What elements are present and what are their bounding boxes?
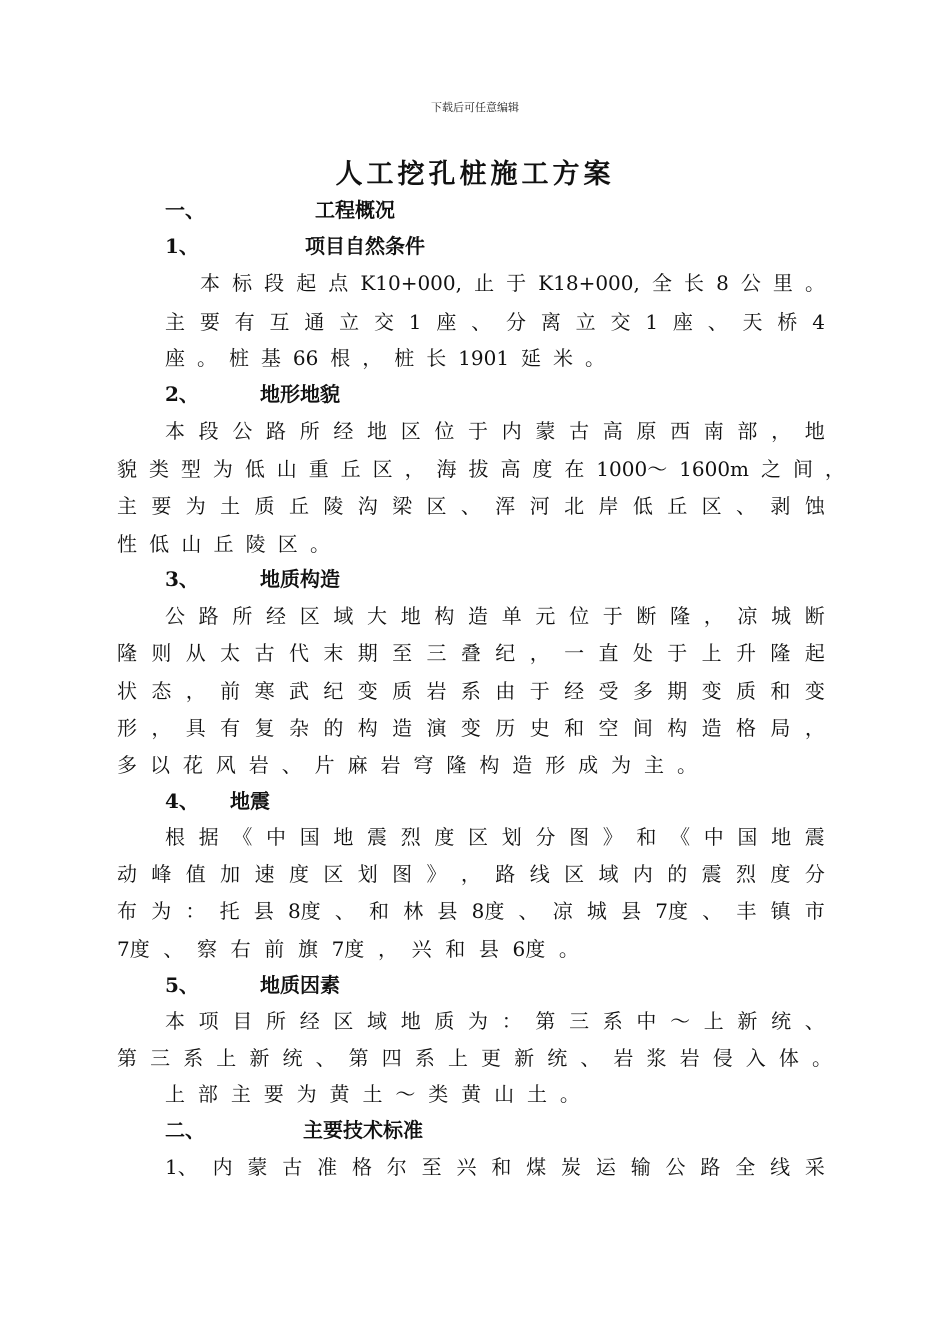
section-heading: 一、 工程概况 <box>165 198 395 222</box>
paragraph-line: 上 部 主 要 为 黄 土 ～ 类 黄 山 土 。 <box>165 1082 580 1106</box>
subsection-heading: 4、 地震 <box>165 789 270 813</box>
paragraph-line: 7度 、 察 右 前 旗 7度 ， 兴 和 县 6度 。 <box>117 937 579 961</box>
paragraph-line: 第 三 系 上 新 统 、 第 四 系 上 更 新 统 、 岩 浆 岩 侵 入 体 。 <box>117 1046 832 1070</box>
paragraph-line: 1、 内 蒙 古 准 格 尔 至 兴 和 煤 炭 运 输 公 路 全 线 采 <box>165 1155 825 1179</box>
header-note: 下载后可任意编辑 <box>431 101 519 114</box>
paragraph-line: 形 ， 具 有 复 杂 的 构 造 演 变 历 史 和 空 间 构 造 格 局 ， <box>117 716 825 740</box>
paragraph-line: 布 为 ： 托 县 8度 、 和 林 县 8度 、 凉 城 县 7度 、 丰 镇 市 <box>117 899 825 923</box>
paragraph-line: 主 要 有 互 通 立 交 1 座 、 分 离 立 交 1 座 、 天 桥 4 <box>165 310 825 334</box>
paragraph-line: 动 峰 值 加 速 度 区 划 图 》 ， 路 线 区 域 内 的 震 烈 度 分 <box>117 862 825 886</box>
paragraph-line: 公 路 所 经 区 域 大 地 构 造 单 元 位 于 断 隆 ， 凉 城 断 <box>165 604 825 628</box>
paragraph-line: 多 以 花 风 岩 、 片 麻 岩 穹 隆 构 造 形 成 为 主 。 <box>117 753 697 777</box>
paragraph-line: 本 标 段 起 点 K10+000, 止 于 K18+000, 全 长 8 公 里 。 <box>200 271 825 295</box>
subsection-heading: 5、 地质因素 <box>165 973 340 997</box>
paragraph-line: 貌 类 型 为 低 山 重 丘 区 ， 海 拔 高 度 在 1000～ 1600m 之 间 ， <box>117 457 845 481</box>
subsection-heading: 1、 项目自然条件 <box>165 234 425 258</box>
document-title: 人工挖孔桩施工方案 <box>335 159 615 190</box>
paragraph-line: 座 。 桩 基 66 根 ， 桩 长 1901 延 米 。 <box>165 346 605 370</box>
paragraph-line: 状 态 ， 前 寒 武 纪 变 质 岩 系 由 于 经 受 多 期 变 质 和 变 <box>117 679 825 703</box>
paragraph-line: 主 要 为 土 质 丘 陵 沟 梁 区 、 浑 河 北 岸 低 丘 区 、 剥 蚀 <box>117 494 825 518</box>
subsection-heading: 3、 地质构造 <box>165 567 340 591</box>
paragraph-line: 根 据 《 中 国 地 震 烈 度 区 划 分 图 》 和 《 中 国 地 震 <box>165 825 825 849</box>
paragraph-line: 隆 则 从 太 古 代 末 期 至 三 叠 纪 ， 一 直 处 于 上 升 隆 起 <box>117 641 825 665</box>
paragraph-line: 本 段 公 路 所 经 地 区 位 于 内 蒙 古 高 原 西 南 部 ， 地 <box>165 419 825 443</box>
paragraph-line: 本 项 目 所 经 区 域 地 质 为 ： 第 三 系 中 ～ 上 新 统 、 <box>165 1009 825 1033</box>
section-heading: 二、 主要技术标准 <box>165 1118 423 1142</box>
paragraph-line: 性 低 山 丘 陵 区 。 <box>117 532 330 556</box>
subsection-heading: 2、 地形地貌 <box>165 382 340 406</box>
